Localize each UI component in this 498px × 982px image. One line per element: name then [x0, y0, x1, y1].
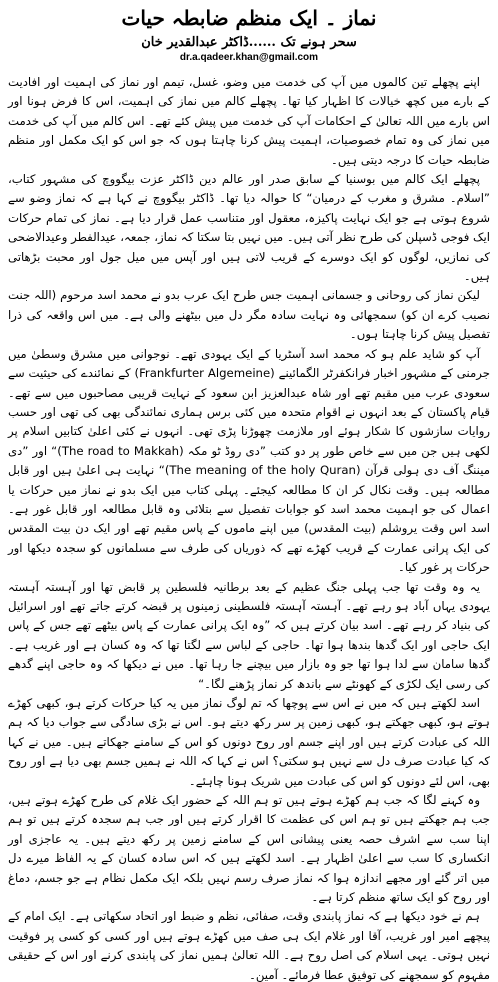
- author-email: dr.a.qadeer.khan@gmail.com: [179, 52, 319, 63]
- article-paragraph: پچھلے ایک کالم میں بوسنیا کے سابق صدر اور عالم دین ڈاکٹر عزت بیگووچ کی مشہور کتاب، ”اسلام۔ مشرق و مغرب کے درمیان“ کا حوالہ دیا تھا۔ ڈاکٹر بیگووچ نے کہا ہے کہ نماز وضو سے شروع ہوتی ہے جو ایک نہایت پاکیزہ، معقول اور متناسب عمل قرار دیا ہے۔ نماز کی تمام حرکات ایک فوجی ڈسپلن کی طرح نظر آتی ہیں۔ میں نہیں بتا سکتا کہ نماز، جمعہ، عیدالفطر وعیدالاضحی کی نمازیں، لوگوں کو ایک دوسرے کے قریب لاتی ہیں اور آپس میں میل جول اور محبت بڑھاتی ہیں۔: [8, 172, 490, 284]
- article-title: نماز ۔ ایک منظم ضابطہ حیات: [121, 6, 377, 30]
- article-paragraph: اسد لکھتے ہیں کہ میں نے اس سے پوچھا کہ تم لوگ نماز میں یہ کیا حرکات کرتے ہو، کبھی کھڑے ہوتے ہو، کبھی جھکتے ہو، کبھی زمین پر سر رکھ دیتے ہو۔ اس نے بڑی سادگی سے جواب دیا کہ ہم اللہ کی عبادت کرتے ہیں اور اپنے جسم اور روح دونوں کو اس کے سامنے جھکاتے ہیں۔ میں نے کہا کہ کیا عبادت صرف دل سے نہیں ہو سکتی؟ اس نے کہا کہ اللہ نے ہمیں جسم بھی دیا ہے اور روح بھی، اس لئے دونوں کو اس کی عبادت میں شریک ہونا چاہئے۔: [8, 696, 490, 788]
- article-paragraph: ہم نے خود دیکھا ہے کہ نماز پابندی وقت، صفائی، نظم و ضبط اور اتحاد سکھاتی ہے۔ ایک امام کے پیچھے امیر اور غریب، آقا اور غلام ایک ہی صف میں کھڑے ہوتے ہیں اور کسی کو کسی پر فوقیت نہیں ہوتی۔ یہی اسلام کی اصل روح ہے۔ اللہ تعالیٰ ہمیں نماز کی پابندی کرنے اور اس کے حقیقی مفہوم کو سمجھنے کی توفیق عطا فرمائے۔ آمین۔: [8, 909, 490, 982]
- article-paragraph: اپنے پچھلے تین کالموں میں آپ کی خدمت میں وضو، غسل، تیمم اور نماز کی اہمیت اور افادیت کے بارے میں کچھ خیالات کا اظہار کیا تھا۔ پچھلے کالم میں نماز کی اہمیت، اس کا فرض ہونا اور اس بارے میں اللہ تعالیٰ کے احکامات آپ کی خدمت میں پیش کئے تھے۔ اس کالم میں آپ کی خدمت میں نماز کی وہ تمام خصوصیات، اہمیت پیش کرنا چاہتا ہوں کہ جو اس کو ایک مکمل اور منظم ضابطہ حیات کا درجہ دیتی ہیں۔: [8, 75, 490, 167]
- article-body: [8, 73, 490, 982]
- article-paragraph: لیکن نماز کی روحانی و جسمانی اہمیت جس طرح ایک عرب بدو نے محمد اسد مرحوم (اللہ جنت نصیب کرے ان کو) سمجھائی وہ نہایت سادہ مگر دل میں بیٹھنے والی ہے۔ میں اس واقعہ کی ذرا تفصیل پیش کرنا چاہتا ہوں۔: [8, 288, 490, 342]
- article-paragraph: آپ کو شاید علم ہو کہ محمد اسد آسٹریا کے ایک یہودی تھے۔ نوجوانی میں مشرق وسطیٰ میں جرمنی کے مشہور اخبار فرانکفرٹر الگمائینے (Frankfurter Algemeine) کے نمائندے کی حیثیت سے سعودی عرب میں مقیم تھے اور شاہ عبدالعزیز ابن سعود کے نہایت قریبی مصاحبوں میں سے تھے۔ قیام پاکستان کے بعد انہوں نے اقوام متحدہ میں کئی برس ہماری نمائندگی بھی کی تھی اور حسب روایات سازشوں کا شکار ہوئے اور ملازمت چھوڑنا پڑی تھی۔ انہوں نے کئی اعلیٰ کتابیں اسلام پر لکھی ہیں جن میں سے خاص طور پر دو کتب ”دی روڈ ٹو مکہ (The road to Makkah)“ اور ”دی میننگ آف دی ہولی قرآن (The meaning of the holy Quran)“ نہایت ہی اعلیٰ ہیں اور قابل مطالعہ ہیں۔ وقت نکال کر ان کا مطالعہ کیجئے۔ پہلی کتاب میں ایک بدو نے نماز میں حرکات یا اعمال کی جو اہمیت محمد اسد کو جوابات تفصیل سے بتلائی وہ قابل مطالعہ اور قابل غور ہے۔ اسد اس وقت یروشلم (بیت المقدس) میں اپنے ماموں کے پاس مقیم تھے اور ایک دن بیت المقدس کی ایک پرانی عمارت کے قریب کھڑے تھے کہ ذوریاں کی طرف سے مسلمانوں کو سجدہ دیکھا اور حرکات پر غور کیا۔: [8, 346, 490, 575]
- article-paragraph: وہ کہنے لگا کہ جب ہم کھڑے ہوتے ہیں تو ہم اللہ کے حضور ایک غلام کی طرح کھڑے ہوتے ہیں، جب ہم جھکتے ہیں تو ہم اس کی عظمت کا اقرار کرتے ہیں اور جب ہم سجدہ کرتے ہیں تو ہم اپنا سب سے اشرف حصہ یعنی پیشانی اس کے سامنے زمین پر رکھ دیتے ہیں۔ یہ عاجزی اور انکساری کا سب سے اعلیٰ اظہار ہے۔ اسد لکھتے ہیں کہ اس سادہ کسان کے یہ الفاظ میرے دل میں اتر گئے اور مجھے اندازہ ہوا کہ نماز صرف رسم نہیں بلکہ ایک مکمل نظام ہے جو جسم، دماغ اور روح کو ایک ساتھ منظم کرتا ہے۔: [8, 793, 490, 905]
- article-byline: سحر ہونے تک ......ڈاکٹر عبدالقدیر خان: [141, 35, 357, 50]
- article-header: [8, 8, 490, 63]
- article-paragraph: یہ وہ وقت تھا جب پہلی جنگ عظیم کے بعد برطانیہ فلسطین پر قابض تھا اور آہستہ آہستہ یہودی یہاں آباد ہو رہے تھے۔ آہستہ آہستہ فلسطینی زمینوں پر قبضہ کرتے جاتے تھے اور اسرائیل کی بنیاد کر رہے تھے۔ اسد بیان کرتے ہیں کہ ”وہ ایک پرانی عمارت کے پاس بیٹھے تھے جس کے پاس ایک حاجی اور ایک گدھا بندھا ہوا تھا۔ حاجی کے لباس سے لگتا تھا کہ وہ کسان ہے اور غریب ہے۔ گدھا سامان سے لدا ہوا تھا جو وہ بازار میں بیچنے جا رہا تھا۔ میں نے دیکھا کہ وہ حاجی اپنے گدھے کی رسی ایک لکڑی کے کھونٹے سے باندھ کر نماز پڑھنے لگا۔“: [8, 579, 490, 691]
